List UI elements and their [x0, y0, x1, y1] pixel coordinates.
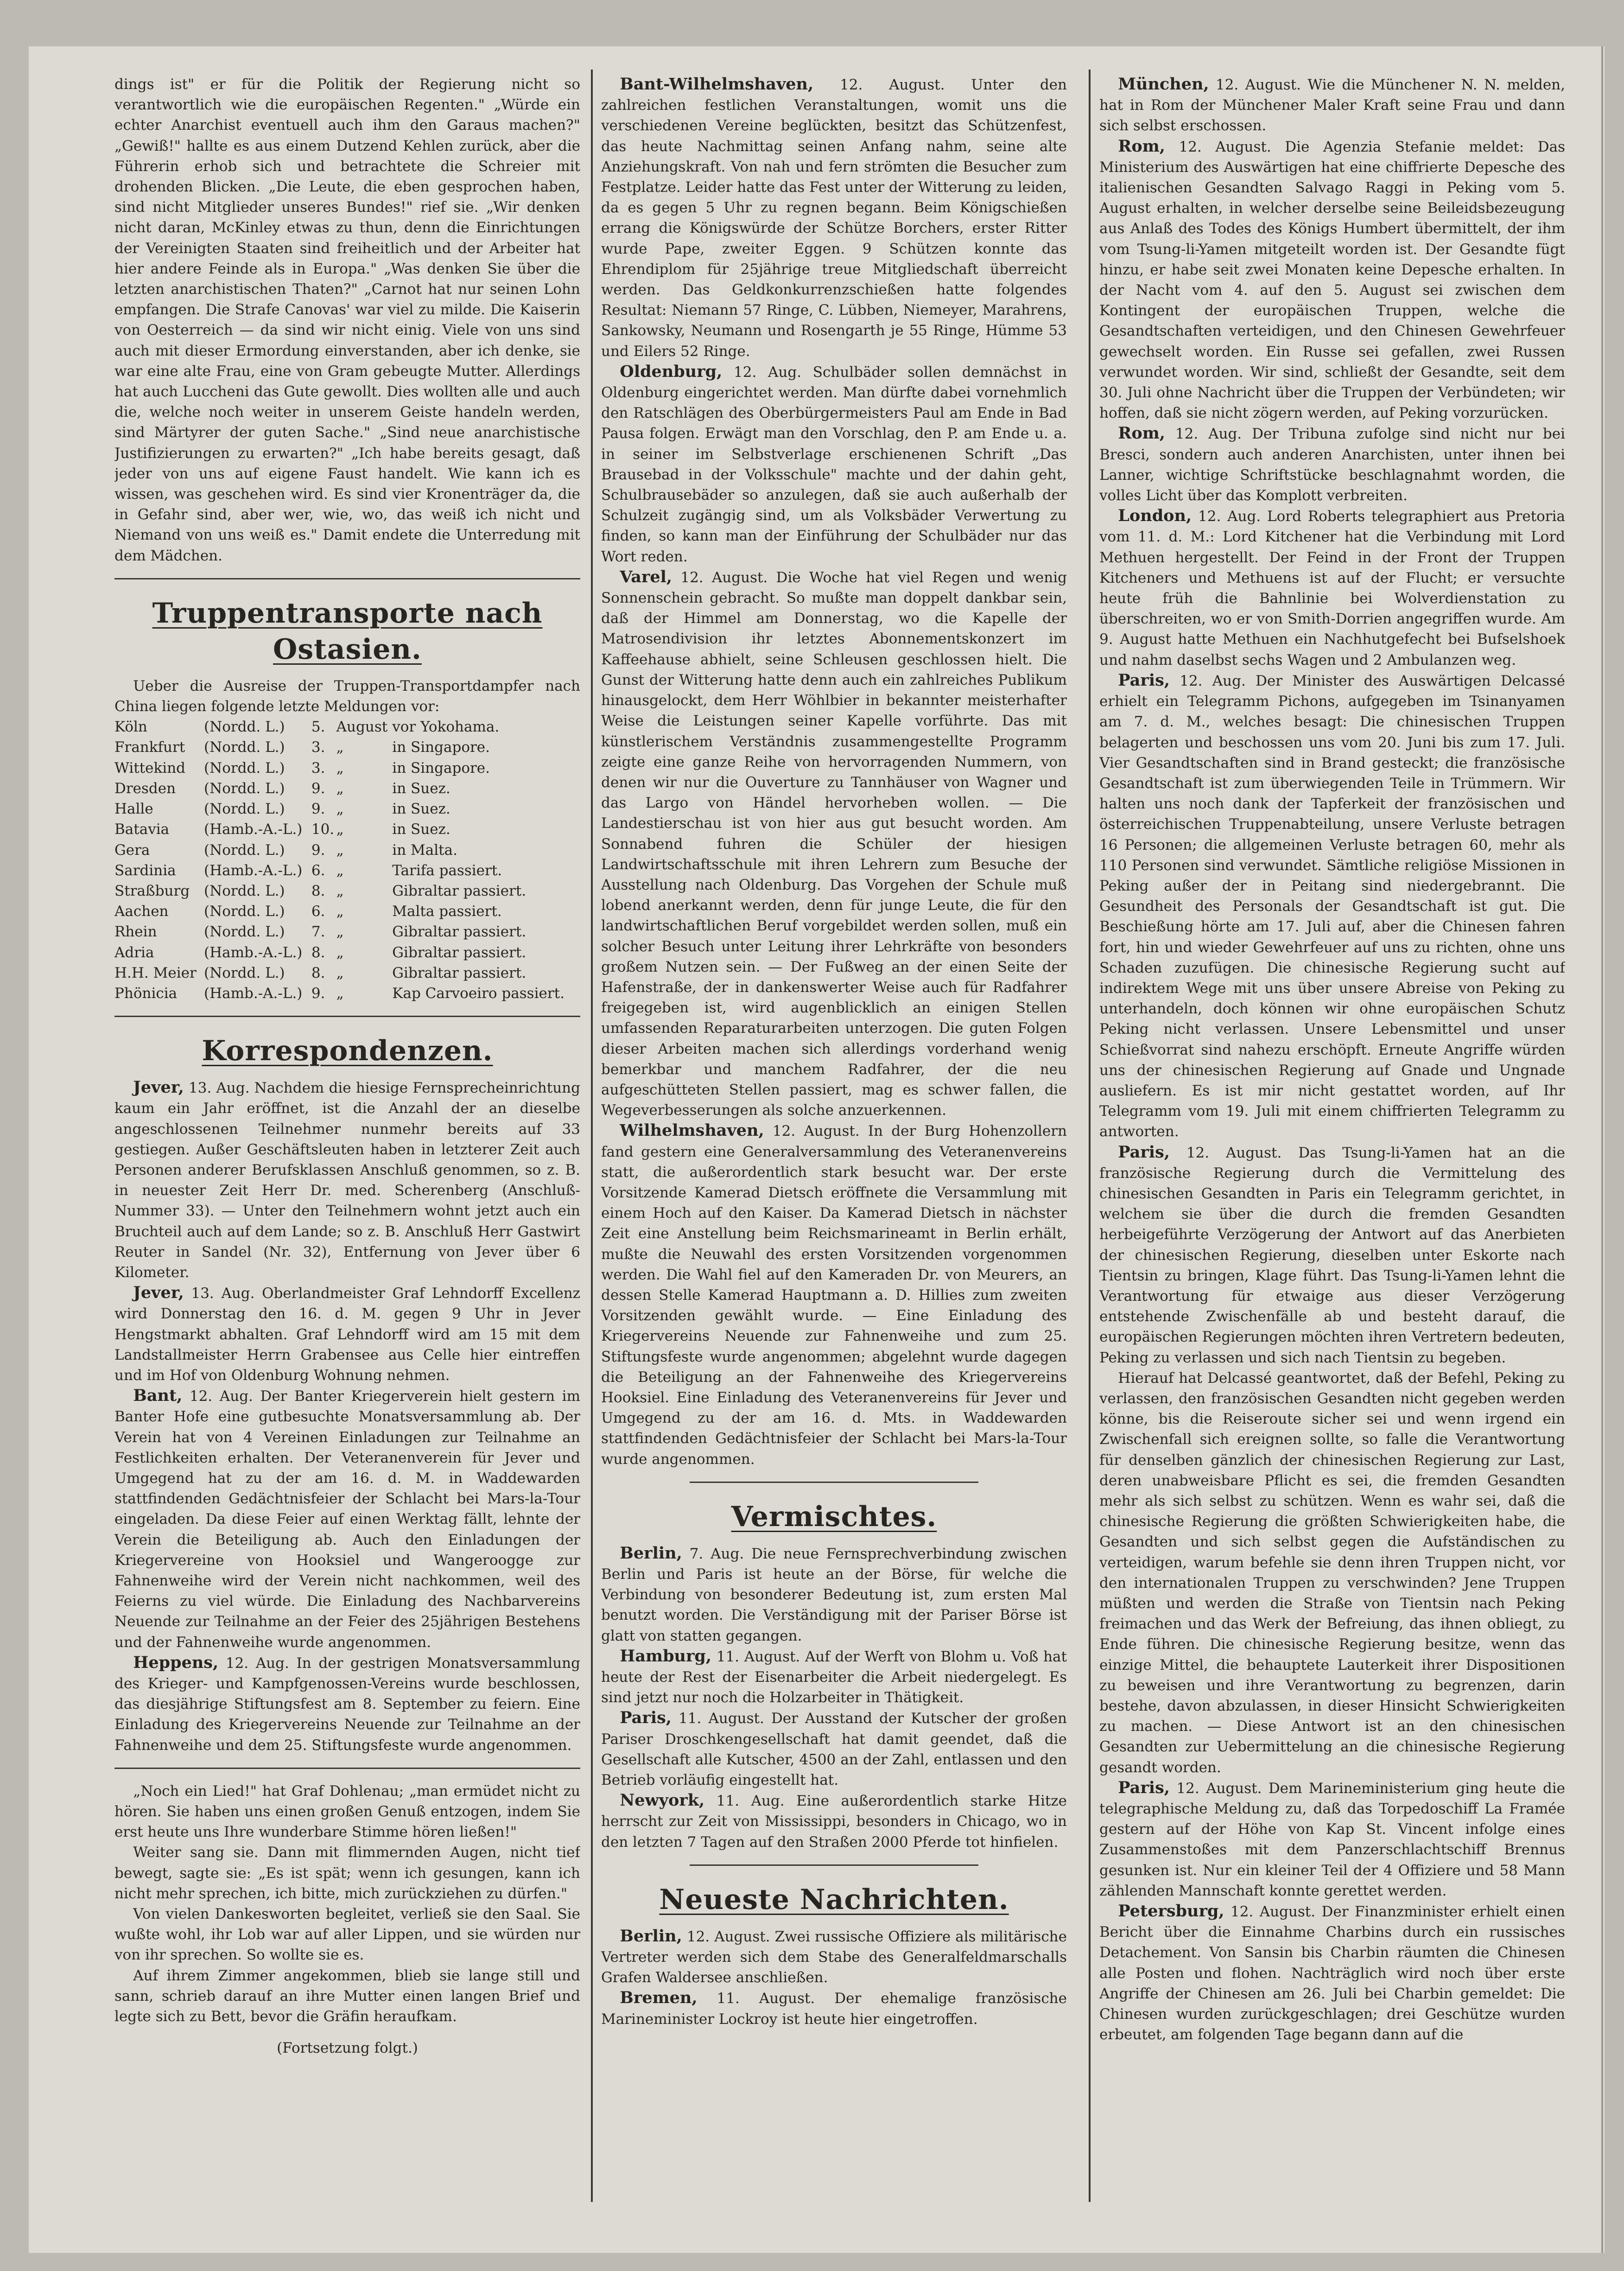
ship-line: (Hamb.-A.-L.): [203, 862, 303, 879]
dateline: Paris,: [1118, 670, 1170, 690]
ship-month: „: [336, 862, 344, 879]
news-text: 12. August. Zwei russische Offiziere als militärische Vertreter werden sich dem Stabe des Generalfeldmarschalls Grafen Waldersee anschließen.: [601, 1928, 1067, 1986]
ship-date: 6.: [311, 862, 325, 879]
ship-row: [114, 942, 580, 963]
novel-text: „Noch ein Lied!" hat Graf Dohlenau; „man ermüdet nicht zu hören. Sie haben uns einen großen Genuß entzogen, indem Sie erst heute uns Ihre wunderbare Stimme hören ließen!": [114, 1782, 580, 1841]
news-text: 12. August. Wie die Münchener N. N. melden, hat in Rom der Münchener Maler Kraft seine Frau und dann sich selbst erschossen.: [1099, 76, 1565, 134]
ship-name: Sardinia: [114, 862, 176, 879]
dateline: Hamburg,: [620, 1646, 712, 1666]
column-rule: [591, 70, 593, 2202]
ship-line: (Nordd. L.): [203, 719, 285, 736]
article-text: Ueber die Ausreise der Truppen-Transportdampfer nach China liegen folgende letzte Meldungen vor:: [114, 677, 580, 715]
dateline: Rom,: [1118, 424, 1165, 443]
ship-month: „: [336, 985, 344, 1002]
dateline: Paris,: [1118, 1778, 1170, 1797]
news-item: [601, 567, 1067, 1120]
ship-date: 3.: [311, 739, 325, 756]
column-2: [601, 74, 1067, 2225]
continuation-note: (Fortsetzung folgt.): [277, 2040, 418, 2057]
ship-status: in Singapore.: [392, 739, 490, 756]
novel-text: Auf ihrem Zimmer angekommen, blieb sie lange still und sann, schrieb darauf an ihre Mutter einen langen Brief und legte sich zu Bett, bevor die Gräfin heraufkam.: [114, 1967, 580, 2025]
ship-row: [114, 799, 580, 819]
ship-status: Gibraltar passiert.: [392, 944, 527, 961]
news-item: [1099, 423, 1565, 506]
ship-line: (Nordd. L.): [203, 903, 285, 920]
ship-month: „: [336, 780, 344, 797]
ship-row: [114, 840, 580, 860]
ship-name: Aachen: [114, 903, 169, 920]
ship-name: Adria: [114, 944, 154, 961]
ship-row: [114, 922, 580, 942]
news-text: 12. August. In der Burg Hohenzollern fand gestern eine Generalversammlung des Veteranenvereins statt, die außerordentlich stark besucht war. Der erste Vorsitzende Kamerad Dietsch eröffnete die Versammlung mit einem Hoch auf den Kaiser. Da Kamerad Dietsch in nächster Zeit eine Anstellung beim Reichsmarineamt in Berlin erhält, mußte die Neuwahl des ersten Vorsitzenden vorgenommen werden. Die Wahl fiel auf den Kameraden Dr. von Meurers, an dessen Stelle Kamerad Hauptmann a. D. Hillies zum zweiten Vorsitzenden gewählt wurde. — Eine Einladung des Kriegervereins Neuende zur Fahnenweihe und zum 25. Stiftungsfeste wurde angenommen; abgelehnt wurde dagegen die Beteiligung an der Fahnenweihe des Kriegervereins Hooksiel. Eine Einladung des Veteranenvereins für Jever und Umgegend zu der am 16. d. Mts. in Waddewarden stattfindenden Gedächtnisfeier der Schlacht bei Mars-la-Tour wurde angenommen.: [601, 1123, 1067, 1468]
news-item: [601, 362, 1067, 567]
dateline: Paris,: [1118, 1142, 1170, 1162]
ship-date: 9.: [311, 780, 325, 797]
ship-row: [114, 881, 580, 901]
news-text: 11. August. Der ehemalige französische Marineminister Lockroy ist heute hier eingetroffen.: [601, 1990, 1067, 2028]
news-text: 13. Aug. Nachdem die hiesige Fernsprecheinrichtung kaum ein Jahr eröffnet, ist die Anzahl der an dieselbe angeschlossenen Teilnehmer nunmehr bereits auf 33 gestiegen. Außer Geschäftsleuten haben in letzterer Zeit auch Personen anderer Berufsklassen Anschluß genommen, so z. B. in neuester Zeit Herr Dr. med. Scherenberg (Anschluß-Nummer 33). — Unter den Teilnehmern wohnt jetzt auch ein Bruchteil auch auf dem Lande; so z. B. Anschluß Herr Gastwirt Reuter in Sandel (Nr. 32), Entfernung von Jever über 6 Kilometer.: [114, 1080, 580, 1281]
dateline: Newyork,: [620, 1791, 705, 1810]
ship-status: Gibraltar passiert.: [392, 964, 527, 981]
news-text: 12. Aug. In der gestrigen Monatsversammlung des Krieger- und Kampfgenossen-Vereins wurde beschlossen, das diesjährige Stiftungsfest am 8. September zu feiern. Eine Einladung des Kriegervereins Neuende zur Teilnahme an der Fahnenweihe und dem 25. Stiftungsfeste wurde angenommen.: [114, 1654, 580, 1754]
section-heading: Korrespondenzen.: [202, 1035, 493, 1068]
ship-row: [114, 717, 580, 737]
ship-row: [114, 778, 580, 799]
divider: [114, 578, 580, 579]
dateline: Wilhelmshaven,: [620, 1121, 764, 1140]
ship-status: in Suez.: [392, 801, 450, 818]
dateline: Jever,: [133, 1283, 184, 1303]
column-1: [114, 74, 580, 2225]
ship-date: 9.: [311, 801, 325, 818]
news-text: 11. August. Der Ausstand der Kutscher der großen Pariser Droschkengesellschaft hat damit geendet, daß die Gesellschaft alle Kutscher, 4500 an der Zahl, entlassen und den Betrieb vorläufig eingestellt hat.: [601, 1710, 1067, 1789]
ship-status: Kap Carvoeiro passiert.: [392, 985, 565, 1002]
ship-line: (Nordd. L.): [203, 801, 285, 818]
ship-name: Halle: [114, 801, 153, 818]
novel-text: Weiter sang sie. Dann mit flimmernden Augen, nicht tief bewegt, sagte sie: „Es ist spät; wenn ich gesungen, kann ich nicht mehr sprechen, ich bitte, mich zurückziehen zu dürfen.": [114, 1844, 580, 1902]
ship-month: „: [336, 882, 344, 899]
news-item: [1099, 74, 1565, 136]
ship-line: (Nordd. L.): [203, 964, 285, 981]
ship-date: 9.: [311, 985, 325, 1002]
divider: [690, 1482, 978, 1483]
news-text: 11. Aug. Eine außerordentlich starke Hitze herrscht zur Zeit von Mississippi, besonders in Chicago, wo in den letzten 7 Tagen auf den Straßen 2000 Pferde tot hinfielen.: [601, 1793, 1067, 1851]
ship-date: 9.: [311, 841, 325, 859]
news-text: 12. August. Das Tsung-li-Yamen hat an die französische Regierung durch die Vermittelung des chinesischen Gesandten in Paris ein Telegramm gerichtet, in welchem sie über die durch die fremden Gesandten herbeigeführte Verzögerung der Antwort auf das Anerbieten der chinesischen Regierung, dieselben unter Eskorte nach Tientsin zu bringen, Klage führt. Das Tsung-li-Yamen lehnt die Verantwortung für etwaige aus dieser Verzögerung entstehende Zwischenfälle ab und besteht darauf, die europäischen Regierungen möchten ihren Vertretern bedeuten, Peking zu verlassen und sich nach Tientsin zu begeben.: [1099, 1144, 1565, 1366]
ship-month: „: [336, 841, 344, 859]
ship-name: Rhein: [114, 923, 157, 941]
divider: [114, 1768, 580, 1769]
column-rule: [1089, 70, 1091, 2202]
news-item: [1099, 1142, 1565, 1368]
ship-date: 8.: [311, 882, 325, 899]
news-text: 12. August. Die Woche hat viel Regen und wenig Sonnenschein gebracht. So mußte man doppelt dankbar sein, daß der Himmel am Donnerstag, wo die Kapelle der Matrosendivision ihr letztes Abonnementskonzert im Kaffeehause abhielt, seine Schleusen geschlossen hielt. Die Gunst der Witterung hatte denn auch ein zahlreiches Publikum hinausgelockt, dem Herr Wöhlbier in bekannter meisterhafter Weise die Leistungen seiner Kapelle vorführte. Das mit künstlerischem Verständnis zusammengestellte Programm zeigte eine ganze Reihe von hervorragenden Nummern, von denen wir nur die Ouverture zu Tannhäuser von Wagner und das Largo von Händel hervorheben wollen. — Die Landestierschau ist von hier aus gut besucht worden. Am Sonnabend fuhren die Schüler der hiesigen Landwirtschaftsschule mit ihren Lehrern zum Besuche der Ausstellung nach Oldenburg. Das Vorgehen der Schule muß lobend anerkannt werden, denn für junge Leute, die für den landwirtschaftlichen Beruf vorgebildet werden sollen, muß ein solcher Besuch unter Leitung ihrer Lehrkräfte von besonders großem Nutzen sein. — Der Fußweg an der einen Seite der Hafenstraße, der in dankenswerter Weise auch für Radfahrer freigegeben ist, wird augenblicklich an einigen Stellen umfassenden Reparaturarbeiten unterzogen. Die guten Folgen dieser Arbeiten machen sich allerdings vorderhand wenig bemerkbar und manchem Radfahrer, der die neu aufgeschütteten Stellen passiert, mag es schwer fallen, die Wegeverbesserungen als solche anzuerkennen.: [601, 569, 1067, 1119]
news-text: 12. August. Unter den zahlreichen festlichen Veranstaltungen, womit uns die verschiedenen Vereine beglückten, besitzt das Schützenfest, das heute Nachmittag seinen Anfang nahm, seine alte Anziehungskraft. Von nah und fern strömten die Besucher zum Festplatze. Leider hatte das Fest unter der Witterung zu leiden, da es gegen 5 Uhr zu regnen begann. Beim Königschießen errang die Königswürde der Schütze Borchers, erster Ritter wurde Pape, zweiter Eggen. 9 Schützen konnte das Ehrendiplom für 25jährige treue Mitgliedschaft überreicht werden. Das Geldkonkurrenzschießen hatte folgendes Resultat: Niemann 57 Ringe, C. Lübben, Niemeyer, Marahrens, Sankowsky, Neumann und Rosengarth je 55 Ringe, Hümme 53 und Eilers 52 Ringe.: [601, 76, 1067, 360]
ship-month: „: [336, 739, 344, 756]
news-text: 12. Aug. Lord Roberts telegraphiert aus Pretoria vom 11. d. M.: Lord Kitchener hat die Verbindung mit Lord Methuen hergestellt. Der Feind in der Front der Truppen Kitcheners und Methuens ist auf der Flucht; er versuchte heute früh die Bahnlinie bei Wolverdienstation zu überschreiten, wo er von Smith-Dorrien angegriffen wurde. Am 9. August hatte Methuen ein Nachhutgefecht bei Bufselshoek und nahm daselbst sechs Wagen und 2 Ambulanzen weg.: [1099, 508, 1565, 668]
news-item: [114, 1283, 580, 1386]
news-text: 12. Aug. Schulbäder sollen demnächst in Oldenburg eingerichtet werden. Man dürfte dabei vornehmlich den Ratschlägen des Oberbürgermeisters Paul am Ende in Bad Pausa folgen. Erwägt man den Vorschlag, den P. am Ende u. a. in seiner im Selbstverlage erschienenen Schrift „Das Brausebad in der Volksschule" machte und der dahin geht, Schulbrausebäder so anzulegen, daß sie auch außerhalb der Schulzeit zugängig sind, um als Volksbäder Verwertung zu finden, so kann man der Einführung der Schulbäder nur das Wort reden.: [601, 363, 1067, 565]
ship-date: 7.: [311, 923, 325, 941]
ship-date: 6.: [311, 903, 325, 920]
news-item: [601, 1543, 1067, 1646]
news-item: [601, 1708, 1067, 1790]
newspaper-page: [29, 46, 1605, 2253]
ship-line: (Nordd. L.): [203, 841, 285, 859]
dateline: Paris,: [620, 1708, 672, 1728]
news-item: [114, 1653, 580, 1756]
ship-month: „: [336, 801, 344, 818]
ship-line: (Nordd. L.): [203, 923, 285, 941]
news-item: [601, 1988, 1067, 2029]
ship-status: Gibraltar passiert.: [392, 923, 527, 941]
ship-month: „: [336, 903, 344, 920]
dateline: Varel,: [620, 567, 672, 586]
ship-status: Tarifa passiert.: [392, 862, 502, 879]
dateline: Bremen,: [620, 1988, 698, 2008]
news-text: 7. Aug. Die neue Fernsprechverbindung zwischen Berlin und Paris ist heute an der Börse, für welche die Verbindung von besonderer Bedeutung ist, zum ersten Mal benutzt worden. Die Verständigung mit der Pariser Börse ist glatt von statten gegangen.: [601, 1545, 1067, 1644]
ship-line: (Nordd. L.): [203, 759, 285, 776]
ship-date: 3.: [311, 759, 325, 776]
news-item: [601, 1646, 1067, 1708]
page-edge: [1601, 46, 1603, 2253]
ship-name: H.H. Meier: [114, 964, 197, 981]
ship-line: (Nordd. L.): [203, 882, 285, 899]
news-item: [601, 74, 1067, 362]
dateline: Oldenburg,: [620, 362, 723, 381]
ship-status: Malta passiert.: [392, 903, 502, 920]
section-heading: Neueste Nachrichten.: [659, 1883, 1009, 1916]
dateline: Jever,: [133, 1078, 184, 1097]
dateline: München,: [1118, 75, 1209, 94]
news-text: 12. Aug. Der Banter Kriegerverein hielt gestern im Banter Hofe eine gutbesuchte Monatsversammlung ab. Der Verein hat von 4 Vereinen Einladungen zur Teilnahme an Festlichkeiten erhalten. Der Veteranenverein für Jever und Umgegend hat zu der am 16. d. M. in Waddewarden stattfindenden Gedächtnisfeier der Schlacht bei Mars-la-Tour eingeladen. Da diese Feier auf einen Werktag fällt, lehnte der Verein die Beteiligung ab. Auch den Einladungen der Kriegervereine von Hooksiel und Wangeroogge zur Fahnenweihe wird der Verein nicht nachkommen, weil des Feierns zu viel würde. Die Einladung des Nachbarvereins Neuende zur Teilnahme an der Feier des 25jährigen Bestehens und der Fahnenweihe wurde angenommen.: [114, 1388, 580, 1651]
ship-status: in Suez.: [392, 780, 450, 797]
news-text: 12. Aug. Der Minister des Auswärtigen Delcassé erhielt ein Telegramm Pichons, aufgegeben im Tsinanyamen am 7. d. M., welches besagt: Die chinesischen Truppen belagerten und beschossen uns vom 20. Juni bis zum 17. Juli. Vier Gesandtschaften sind in Brand gesteckt; die französische Gesandtschaft ist zum überwiegenden Teile in Trümmern. Wir halten uns noch dank der Tapferkeit der französischen und österreichischen Truppenabteilung, unsere Verluste betragen 16 Personen; die allgemeinen Verluste betragen 60, mehr als 110 Personen sind verwundet. Sämtliche religiöse Missionen in Peking außer der in Peitang sind niedergebrannt. Die Gesundheit des Personals der Gesandtschaft ist gut. Die Beschießung hörte am 17. Juli auf, aber die Chinesen fahren fort, hin und wieder Gewehrfeuer auf uns zu richten, ohne uns Schaden zuzufügen. Die chinesische Regierung sucht auf indirektem Wege mit uns über unsere Abreise von Peking zu unterhandeln, doch können wir ohne europäischen Schutz Peking nicht verlassen. Unsere Lebensmittel und unser Schießvorrat sind nahezu erschöpft. Erneute Angriffe würden uns der chinesischen Regierung auf Gnade und Ungnade ausliefern. Es ist mir nicht gestattet worden, auf Ihr Telegramm vom 19. Juli mit einem chiffrierten Telegramm zu antworten.: [1099, 672, 1565, 1140]
ship-line: (Hamb.-A.-L.): [203, 821, 303, 838]
ship-month: „: [336, 964, 344, 981]
section-heading: Vermischtes.: [731, 1500, 937, 1533]
divider: [114, 1016, 580, 1017]
news-item: [1099, 136, 1565, 424]
ship-month: „: [336, 821, 344, 838]
ship-name: Batavia: [114, 821, 170, 838]
section-heading: Truppentransporte nach Ostasien.: [152, 597, 543, 666]
ship-row: [114, 901, 580, 922]
ship-name: Wittekind: [114, 759, 186, 776]
news-text: 11. August. Auf der Werft von Blohm u. Voß hat heute der Rest der Eisenarbeiter die Arbeit niedergelegt. Es sind jetzt nur noch die Holzarbeiter in Thätigkeit.: [601, 1648, 1067, 1706]
news-text: 12. Aug. Der Tribuna zufolge sind nicht nur bei Bresci, sondern auch anderen Anarchisten, unter ihnen bei Lanner, wichtige Schriftstücke beschlagnahmt worden, die volles Licht über das Komplott verbreiten.: [1099, 426, 1565, 504]
ship-month: August: [336, 719, 388, 736]
news-item: [601, 1120, 1067, 1469]
dateline: Berlin,: [620, 1543, 682, 1563]
news-item: [601, 1790, 1067, 1852]
dateline: Rom,: [1118, 136, 1165, 156]
ship-row: [114, 819, 580, 840]
ship-month: „: [336, 923, 344, 941]
news-item: [1099, 1778, 1565, 1901]
ship-month: „: [336, 759, 344, 776]
news-text: 13. Aug. Oberlandmeister Graf Lehndorff Excellenz wird Donnerstag den 16. d. M. gegen 9 Uhr in Jever Hengstmarkt abhalten. Graf Lehndorff wird am 15 mit dem Landstallmeister Herrn Grabensee aus Celle hier eintreffen und im Hof von Oldenburg Wohnung nehmen.: [114, 1285, 580, 1384]
ship-row: [114, 758, 580, 778]
news-item: [114, 1077, 580, 1283]
ship-date: 5.: [311, 719, 325, 736]
column-3: [1099, 74, 1565, 2225]
ship-month: „: [336, 944, 344, 961]
ship-date: 8.: [311, 964, 325, 981]
ship-status: in Malta.: [392, 841, 457, 859]
dateline: Berlin,: [620, 1926, 682, 1946]
ship-name: Frankfurt: [114, 739, 185, 756]
ship-date: 10.: [311, 821, 335, 838]
ship-date: 8.: [311, 944, 325, 961]
ship-table: [114, 717, 580, 1004]
news-text: 12. August. Die Agenzia Stefanie meldet: Das Ministerium des Auswärtigen hat eine chiffrierte Depesche des italienischen Gesandten Salvago Raggi in Peking vom 5. August erhalten, in welcher derselbe seine Beileidsbezeugung aus Anlaß des Todes des Königs Humbert übermittelt, der ihm vom Tsung-li-Yamen mitgeteilt worden ist. Der Gesandte fügt hinzu, er habe seit zwei Monaten keine Depesche erhalten. In der Nacht vom 4. auf den 5. August sei zwischen dem Kontingent der europäischen Truppen, welche die Gesandtschaften verteidigen, und den Chinesen Gewehrfeuer gewechselt worden. Ein Russe sei gefallen, zwei Russen verwundet worden. Wir sind, schließt der Gesandte, seit dem 30. Juli ohne Nachricht über die Truppen der Verbündeten; wir hoffen, daß sie nicht zögern werden, auf Peking vorzurücken.: [1099, 138, 1565, 422]
ship-line: (Nordd. L.): [203, 739, 285, 756]
news-item: [601, 1926, 1067, 1988]
news-text: Hierauf hat Delcassé geantwortet, daß der Befehl, Peking zu verlassen, den französischen Gesandten nicht gegeben werden könne, bis die Reiseroute sicher sei und wenn irgend ein Zwischenfall sich ereignen sollte, so falle die Verantwortung für denselben gänzlich der chinesischen Regierung zur Last, deren unabweisbare Pflicht es sei, die fremden Gesandten mehr als sich selbst zu schützen. Wenn es wahr sei, daß die chinesische Regierung die größten Schwierigkeiten habe, die Gesandten und sich selbst gegen die Aufständischen zu verteidigen, warum befehle sie denn ihren Truppen nicht, vor den internationalen Truppen zu verschwinden? Jene Truppen müßten und werden die Straße von Tientsin nach Peking freimachen und das Werk der Befreiung, das ihnen obliegt, zu Ende führen. Die chinesische Regierung besitze, wenn das einzige Mittel, die behauptete Lauterkeit ihrer Dispositionen zu beweisen und ihre Verantwortung zu begrenzen, darin bestehe, davon abzulassen, in dieser Hinsicht Schwierigkeiten zu machen. — Diese Antwort ist an den chinesischen Gesandten zur Uebermittelung an die chinesische Regierung gesandt worden.: [1099, 1369, 1565, 1776]
ship-name: Straßburg: [114, 882, 190, 899]
ship-line: (Hamb.-A.-L.): [203, 985, 303, 1002]
dateline: Bant,: [133, 1386, 183, 1406]
ship-row: [114, 983, 580, 1004]
ship-name: Köln: [114, 719, 147, 736]
article-text: dings ist" er für die Politik der Regierung nicht so verantwortlich wie die europäischen Regenten." „Würde ein echter Anarchist eventuell auch ihm den Garaus machen?" „Gewiß!" hallte es aus einem Dutzend Kehlen zurück, aber die Führerin erhob sich und betrachtete die Schreier mit drohenden Blicken. „Die Leute, die eben gesprochen haben, sind nicht Mitglieder unseres Bundes!" rief sie. „Wir denken nicht daran, McKinley etwas zu thun, denn die Einrichtungen der Vereinigten Staaten sind freiheitlich und der Arbeiter hat hier andere Feinde als in Europa." „Was denken Sie über die letzten anarchistischen Thaten?" „Carnot hat nur seinen Lohn empfangen. Die Strafe Canovas' war viel zu milde. Die Kaiserin von Oesterreich — da sind wir nicht einig. Viele von uns sind auch mit dieser Ermordung einverstanden, aber ich denke, sie war eine alte Frau, eine von Gram gebeugte Mutter. Allerdings hat auch Luccheni das Gute gewollt. Dies wollten alle und auch die, welche noch weiter in unserem Geiste handeln werden, sind Märtyrer der guten Sache." „Sind neue anarchistische Justifizierungen zu erwarten?" „Ich habe bereits gesagt, daß jeder von uns auf eigene Faust handelt. Wie kann ich es wissen, was geschehen wird. Es sind vier Kronenträger da, die in Gefahr sind, aber wer, wie, wo, das weiß ich nicht und Niemand von uns weiß es." Damit endete die Unterredung mit dem Mädchen.: [114, 76, 580, 564]
ship-line: (Nordd. L.): [203, 780, 285, 797]
ship-status: in Suez.: [392, 821, 450, 838]
ship-name: Gera: [114, 841, 150, 859]
ship-row: [114, 737, 580, 757]
news-text: 12. August. Der Finanzminister erhielt einen Bericht über die Einnahme Charbins durch ein russisches Detachement. Von Sansin bis Charbin räumten die Chinesen alle Posten und flohen. Nachträglich wird noch über erste Angriffe der Chinesen am 26. Juli bei Charbin gemeldet: Die Chinesen wurden zurückgeschlagen; drei Geschütze wurden erbeutet, am folgenden Tage begann dann auf die: [1099, 1903, 1565, 2043]
dateline: Heppens,: [133, 1653, 219, 1672]
novel-text: Von vielen Dankesworten begleitet, verließ sie den Saal. Sie wußte wohl, ihr Lob war auf aller Lippen, und sie würden nur von ihr sprechen. So wollte sie es.: [114, 1906, 580, 1964]
ship-name: Dresden: [114, 780, 176, 797]
ship-line: (Hamb.-A.-L.): [203, 944, 303, 961]
news-item: [1099, 670, 1565, 1142]
dateline: Petersburg,: [1118, 1902, 1224, 1921]
ship-status: Gibraltar passiert.: [392, 882, 527, 899]
news-item: [114, 1386, 580, 1653]
dateline: Bant-Wilhelmshaven,: [620, 75, 814, 94]
ship-status: vor Yokohama.: [392, 719, 500, 736]
dateline: London,: [1118, 506, 1192, 526]
ship-name: Phönicia: [114, 985, 178, 1002]
news-text: 12. August. Dem Marineministerium ging heute die telegraphische Meldung zu, daß das Torpedoschiff La Framée gestern auf der Höhe von Kap St. Vincent infolge eines Zusammenstoßes mit dem Panzerschlachtschiff Brennus gesunken ist. Nur ein kleiner Teil der 4 Offiziere und 58 Mann zählenden Mannschaft konnte gerettet werden.: [1099, 1780, 1565, 1899]
ship-status: in Singapore.: [392, 759, 490, 776]
divider: [690, 1864, 978, 1866]
ship-row: [114, 963, 580, 983]
ship-row: [114, 860, 580, 881]
news-item: [1099, 506, 1565, 670]
news-item: [1099, 1901, 1565, 2045]
